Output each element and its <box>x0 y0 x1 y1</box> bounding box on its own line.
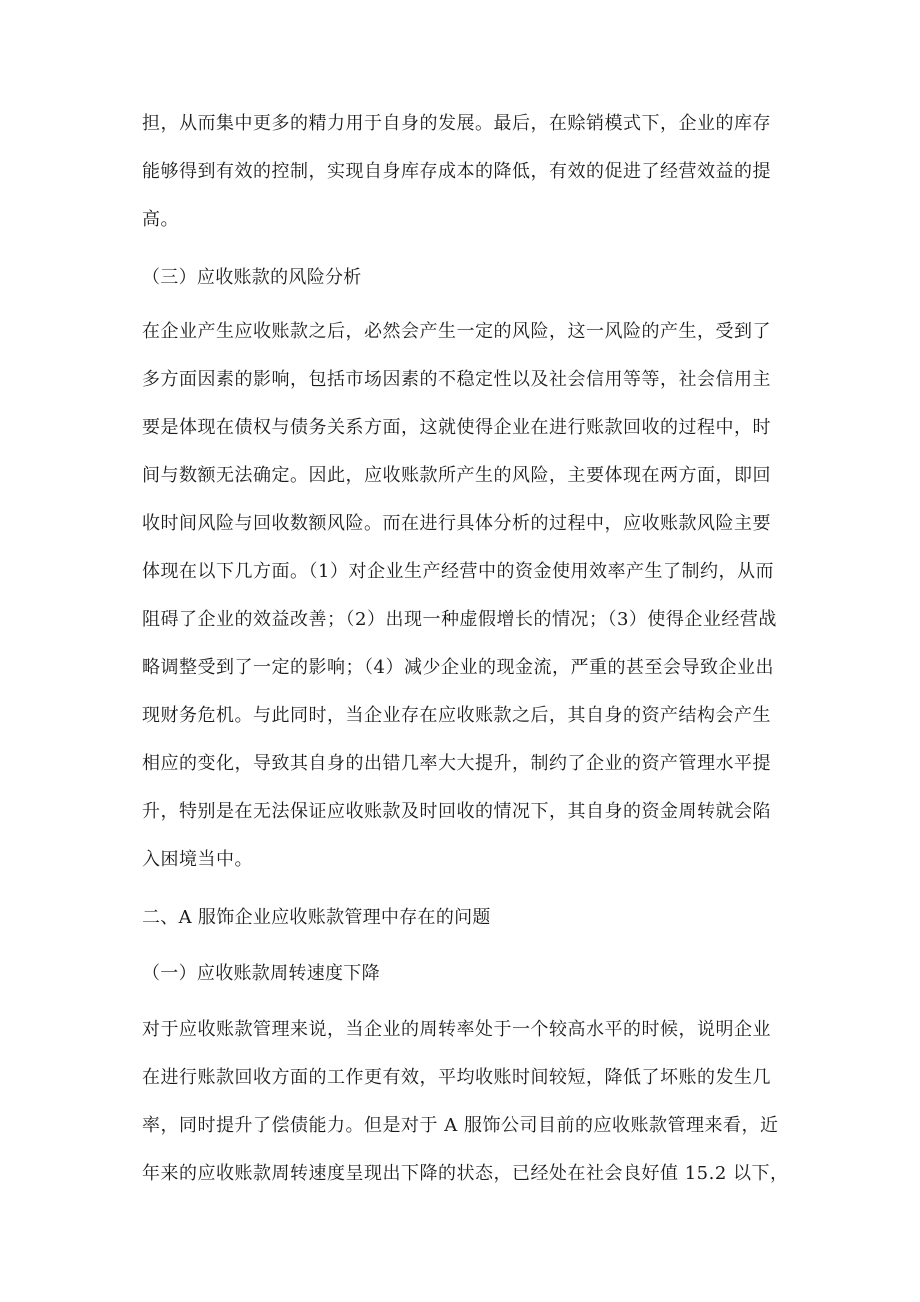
paragraph-3-line-2: 在进行账款回收方面的工作更有效，平均收账时间较短，降低了坏账的发生几 <box>142 1067 771 1088</box>
paragraph-2-line-12: 入困境当中。 <box>142 849 253 870</box>
paragraph-2-line-8: 略调整受到了一定的影响；（4）减少企业的现金流，严重的甚至会导致企业出 <box>142 657 774 678</box>
paragraph-2-line-10: 相应的变化，导致其自身的出错几率大大提升，制约了企业的资产管理水平提 <box>142 753 771 774</box>
paragraph-2-line-7: 阻碍了企业的效益改善；（2）出现一种虚假增长的情况；（3）使得企业经营战 <box>142 609 777 630</box>
paragraph-3-line-1: 对于应收账款管理来说，当企业的周转率处于一个较高水平的时候，说明企业 <box>142 1019 771 1040</box>
paragraph-2-line-4: 间与数额无法确定。因此，应收账款所产生的风险，主要体现在两方面，即回 <box>142 465 771 486</box>
chapter-2-heading: 二、A 服饰企业应收账款管理中存在的问题 <box>142 907 491 928</box>
paragraph-2-line-6: 体现在以下几方面。（1）对企业生产经营中的资金使用效率产生了制约，从而 <box>142 561 774 582</box>
paragraph-2-line-1: 在企业产生应收账款之后，必然会产生一定的风险，这一风险的产生，受到了 <box>142 321 771 342</box>
paragraph-2-line-3: 要是体现在债权与债务关系方面，这就使得企业在进行账款回收的过程中，时 <box>142 417 771 438</box>
paragraph-2-line-9: 现财务危机。与此同时，当企业存在应收账款之后，其自身的资产结构会产生 <box>142 705 771 726</box>
paragraph-1-line-2: 能够得到有效的控制，实现自身库存成本的降低，有效的促进了经营效益的提 <box>142 161 771 182</box>
paragraph-3-line-4: 年来的应收账款周转速度呈现出下降的状态，已经处在社会良好值 15.2 以下， <box>142 1163 789 1184</box>
section-3-heading: （三）应收账款的风险分析 <box>142 267 362 288</box>
paragraph-3-line-3: 率，同时提升了偿债能力。但是对于 A 服饰公司目前的应收账款管理来看，近 <box>142 1115 779 1136</box>
paragraph-2-line-2: 多方面因素的影响，包括市场因素的不稳定性以及社会信用等等，社会信用主 <box>142 369 771 390</box>
paragraph-1-line-3: 高。 <box>142 209 179 230</box>
paragraph-2-line-5: 收时间风险与回收数额风险。而在进行具体分析的过程中，应收账款风险主要 <box>142 513 771 534</box>
paragraph-2-line-11: 升，特别是在无法保证应收账款及时回收的情况下，其自身的资金周转就会陷 <box>142 801 771 822</box>
paragraph-1-line-1: 担，从而集中更多的精力用于自身的发展。最后，在赊销模式下，企业的库存 <box>142 113 771 134</box>
section-1-heading: （一）应收账款周转速度下降 <box>142 963 380 984</box>
